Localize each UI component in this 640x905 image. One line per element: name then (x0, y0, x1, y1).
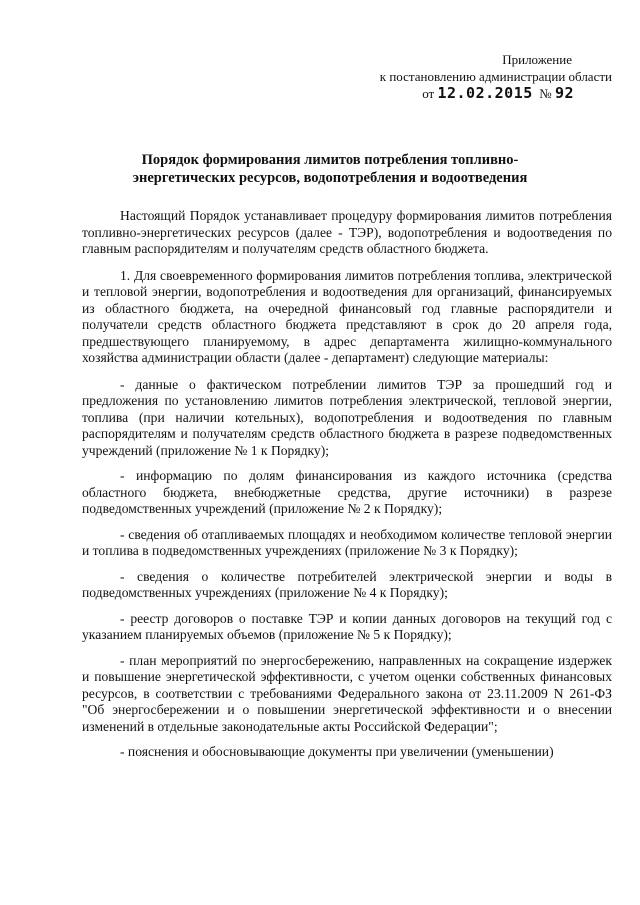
resolution-number: 92 (554, 84, 574, 102)
document-body (82, 208, 612, 770)
list-item: - сведения о количестве потребителей электрической энергии и воды в подведомственных учреждениях (приложение № 4 к Порядку); (82, 568, 612, 600)
appendix-reference: к постановлению администрации области (379, 68, 612, 84)
title-line-1: Порядок формирования лимитов потребления топливно- (141, 152, 519, 168)
appendix-label: Приложение (502, 52, 572, 67)
list-item: - план мероприятий по энергосбережению, направленных на сокращение издержек и повышение энергетической эффективности, с учетом оценки собственных финансовых ресурсов, в соответствии с требованиями Федерального закона от 23.11.2009 N 261-ФЗ "Об энергосбережении и о повышении энергетической эффективности и о внесении изменений в отдельные законодательные акты Российской Федерации"; (82, 652, 612, 734)
intro-paragraph: Настоящий Порядок устанавливает процедуру формирования лимитов потребления топливно-энергетических ресурсов (далее - ТЭР), водопотребления и водоотведения по главным распорядителям и получателям средств областного бюджета. (82, 208, 612, 256)
clause-1-paragraph: 1. Для своевременного формирования лимитов потребления топлива, электрической и тепловой энергии, водопотребления и водоотведения для организаций, финансируемых из областного бюджета, на очередной финансовый год главные распорядители и получатели средств областного бюджета представляют в срок до 20 апреля года, предшествующего планируемому, в адрес департамента жилищно-коммунального хозяйства администрации области (далее - департамент) следующие материалы: (82, 267, 612, 365)
appendix-header (372, 52, 612, 103)
appendix-date-line (372, 85, 612, 103)
list-item: - данные о фактическом потреблении лимитов ТЭР за прошедший год и предложения по установлению лимитов потребления электрической, тепловой энергии, топлива (при наличии котельных), водопотребления и водоотведения по главным распорядителям и получателям средств областного бюджета в разрезе подведомственных учреждений (приложение № 1 к Порядку); (82, 376, 612, 458)
document-title (80, 151, 580, 187)
resolution-date: 12.02.2015 (437, 84, 533, 102)
list-item: - пояснения и обосновывающие документы при увеличении (уменьшении) (120, 744, 554, 759)
list-item: - сведения об отапливаемых площадях и необходимом количестве тепловой энергии и топлива в подведомственных учреждениях (приложение № 3 к Порядку); (82, 526, 612, 558)
number-prefix: № (539, 86, 552, 101)
list-item: - информацию по долям финансирования из каждого источника (средства областного бюджета, внебюджетные средства, другие источники) в разрезе подведомственных учреждений (приложение № 2 к Порядку); (82, 468, 612, 516)
date-prefix: от (422, 86, 435, 101)
title-line-2: энергетических ресурсов, водопотребления и водоотведения (132, 170, 528, 186)
list-item: - реестр договоров о поставке ТЭР и копии данных договоров на текущий год с указанием планируемых объемов (приложение № 5 к Порядку); (82, 610, 612, 642)
